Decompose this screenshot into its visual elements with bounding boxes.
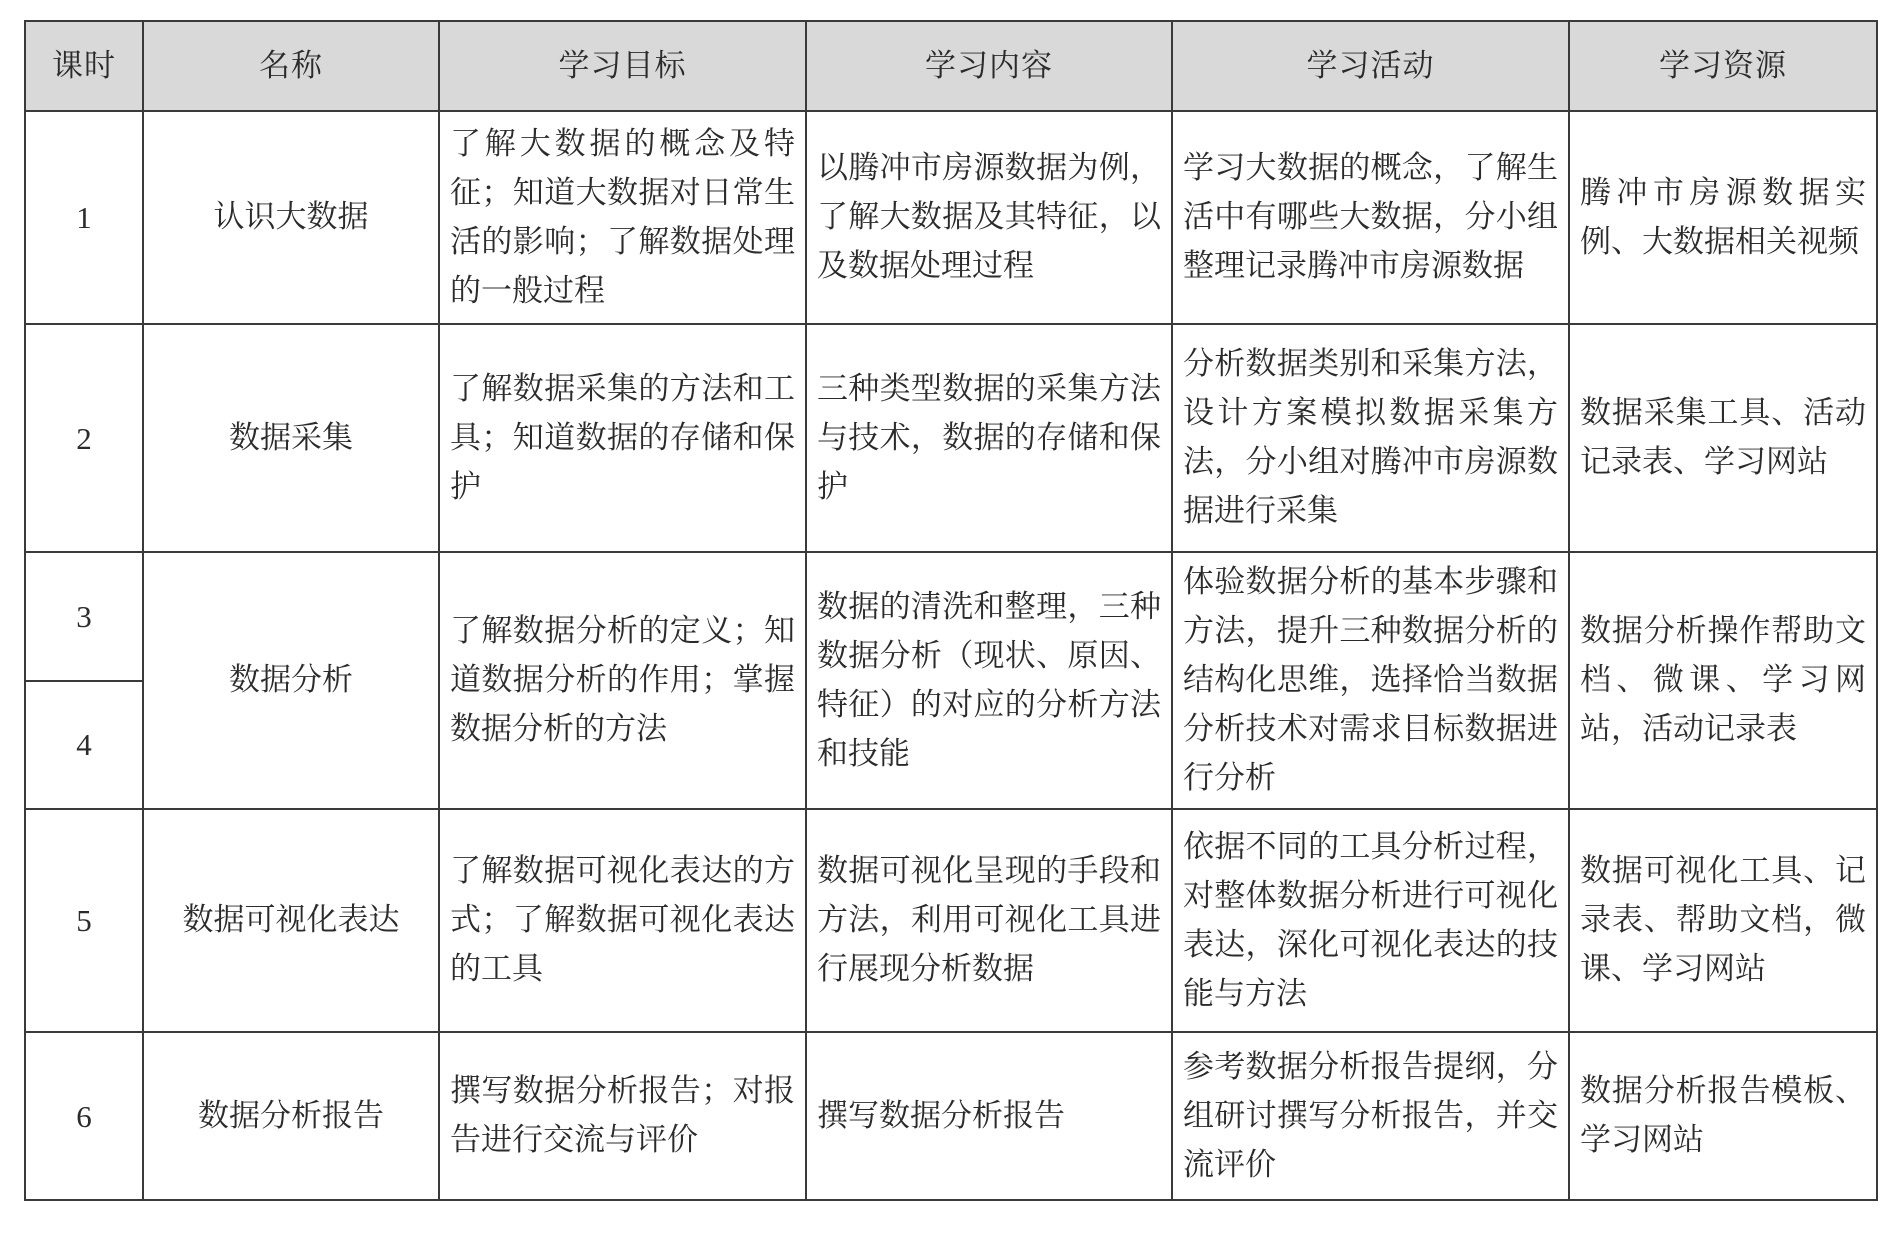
lesson-name-cell: 数据分析报告 <box>143 1032 439 1200</box>
document-page <box>24 20 1878 1201</box>
period-cell: 6 <box>25 1032 143 1200</box>
lesson-name-cell: 认识大数据 <box>143 111 439 324</box>
resource-cell: 腾冲市房源数据实例、大数据相关视频 <box>1569 111 1877 324</box>
activity-cell: 学习大数据的概念，了解生活中有哪些大数据，分小组整理记录腾冲市房源数据 <box>1172 111 1569 324</box>
activity-cell: 分析数据类别和采集方法，设计方案模拟数据采集方法，分小组对腾冲市房源数据进行采集 <box>1172 324 1569 552</box>
header-period: 课时 <box>25 21 143 111</box>
lesson-name-cell: 数据可视化表达 <box>143 809 439 1032</box>
header-name: 名称 <box>143 21 439 111</box>
goal-cell: 撰写数据分析报告；对报告进行交流与评价 <box>439 1032 806 1200</box>
period-cell: 3 <box>25 552 143 681</box>
lesson-name-cell: 数据分析 <box>143 552 439 809</box>
content-cell: 数据可视化呈现的手段和方法，利用可视化工具进行展现分析数据 <box>806 809 1172 1032</box>
goal-cell: 了解大数据的概念及特征；知道大数据对日常生活的影响；了解数据处理的一般过程 <box>439 111 806 324</box>
header-resource: 学习资源 <box>1569 21 1877 111</box>
table-header-row <box>25 21 1877 111</box>
table-row <box>25 324 1877 552</box>
goal-cell: 了解数据分析的定义；知道数据分析的作用；掌握数据分析的方法 <box>439 552 806 809</box>
content-cell: 以腾冲市房源数据为例，了解大数据及其特征，以及数据处理过程 <box>806 111 1172 324</box>
table-row <box>25 552 1877 681</box>
header-activity: 学习活动 <box>1172 21 1569 111</box>
lesson-name-cell: 数据采集 <box>143 324 439 552</box>
goal-cell: 了解数据采集的方法和工具；知道数据的存储和保护 <box>439 324 806 552</box>
table-row <box>25 111 1877 324</box>
curriculum-table <box>24 20 1878 1201</box>
header-content: 学习内容 <box>806 21 1172 111</box>
table-row <box>25 1032 1877 1200</box>
period-cell: 2 <box>25 324 143 552</box>
period-cell: 4 <box>25 681 143 810</box>
period-cell: 5 <box>25 809 143 1032</box>
resource-cell: 数据可视化工具、记录表、帮助文档，微课、学习网站 <box>1569 809 1877 1032</box>
resource-cell: 数据分析操作帮助文档、微课、学习网站，活动记录表 <box>1569 552 1877 809</box>
header-goal: 学习目标 <box>439 21 806 111</box>
activity-cell: 体验数据分析的基本步骤和方法，提升三种数据分析的结构化思维，选择恰当数据分析技术对需求目标数据进行分析 <box>1172 552 1569 809</box>
period-cell: 1 <box>25 111 143 324</box>
content-cell: 撰写数据分析报告 <box>806 1032 1172 1200</box>
activity-cell: 依据不同的工具分析过程，对整体数据分析进行可视化表达，深化可视化表达的技能与方法 <box>1172 809 1569 1032</box>
content-cell: 三种类型数据的采集方法与技术，数据的存储和保护 <box>806 324 1172 552</box>
resource-cell: 数据采集工具、活动记录表、学习网站 <box>1569 324 1877 552</box>
activity-cell: 参考数据分析报告提纲，分组研讨撰写分析报告，并交流评价 <box>1172 1032 1569 1200</box>
resource-cell: 数据分析报告模板、学习网站 <box>1569 1032 1877 1200</box>
table-row <box>25 809 1877 1032</box>
content-cell: 数据的清洗和整理，三种数据分析（现状、原因、特征）的对应的分析方法和技能 <box>806 552 1172 809</box>
goal-cell: 了解数据可视化表达的方式；了解数据可视化表达的工具 <box>439 809 806 1032</box>
